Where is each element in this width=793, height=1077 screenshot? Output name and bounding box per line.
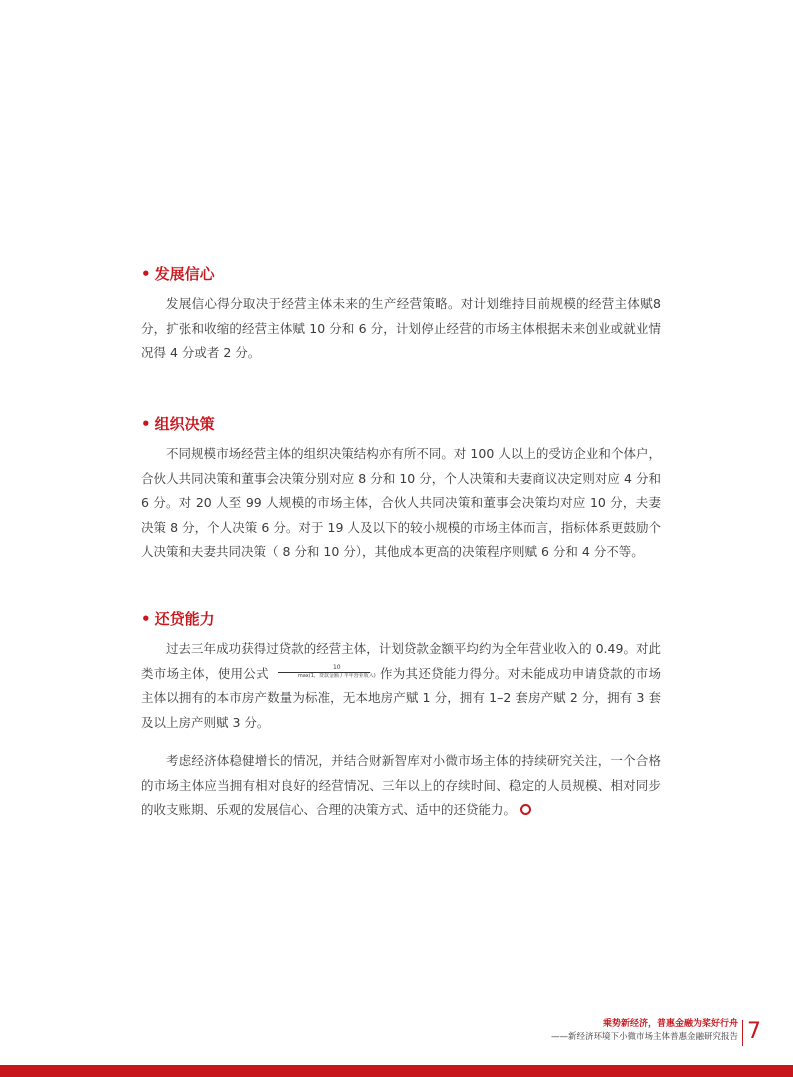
paragraph-text: 过去三年成功获得过贷款的经营主体，计划贷款金额平均约为全年营业收入的 0.49。对此类市场主体，使用公式 <box>141 641 661 681</box>
formula-denominator: max(1，贷款金额 / 半年营业收入) <box>297 673 376 679</box>
section-organization-decision <box>141 414 661 565</box>
footer <box>551 1018 738 1044</box>
footer-divider <box>742 1020 743 1046</box>
section-title: 还贷能力 <box>154 610 215 628</box>
paragraph-text: 作为其还贷能力得分。对未能成功申请贷款的市场主体以拥有的本市房产数量为标准，无本地房产赋 1 分，拥有 1–2 套房产赋 2 分，拥有 3 套及以上房产则赋 3 分。 <box>141 665 661 730</box>
formula <box>273 664 376 680</box>
bottom-accent-bar <box>0 1065 793 1077</box>
formula-numerator: 10 <box>332 664 341 671</box>
section-heading <box>141 609 661 629</box>
page-number: 7 <box>747 1019 761 1044</box>
bullet-icon: • <box>141 610 151 628</box>
paragraph <box>141 749 661 823</box>
section-development-confidence <box>141 264 661 366</box>
paragraph: 不同规模市场经营主体的组织决策结构亦有所不同。对 100 人以上的受访企业和个体户，合伙人共同决策和董事会决策分别对应 8 分和 10 分，个人决策和夫妻商议决定则对应 4 分和 6 分。对 20 人至 99 人规模的市场主体，合伙人共同决策和董事会决策均对应 10 分，夫妻决策 8 分，个人决策 6 分。对于 19 人及以下的较小规模的市场主体而言，指标体系更鼓励个人决策和夫妻共同决策（ 8 分和 10 分），其他成本更高的决策程序则赋 6 分和 4 分不等。 <box>141 446 661 559</box>
footer-title: 乘势新经济，普惠金融为桨好行舟 <box>602 1019 738 1029</box>
section-title: 发展信心 <box>154 265 215 283</box>
section-heading <box>141 414 661 434</box>
paragraph-text: 考虑经济体稳健增长的情况，并结合财新智库对小微市场主体的持续研究关注，一个合格的市场主体应当拥有相对良好的经营情况、三年以上的存续时间、稳定的人员规模、相对同步的收支账期、乐观的发展信心、合理的决策方式、适中的还贷能力。 <box>141 753 661 817</box>
paragraph: 发展信心得分取决于经营主体未来的生产经营策略。对计划维持目前规模的经营主体赋8 分，扩张和收缩的经营主体赋 10 分和 6 分，计划停止经营的市场主体根据未来创业或就业情况得 4 分或者 2 分。 <box>141 296 661 360</box>
section-title: 组织决策 <box>154 415 215 433</box>
end-circle-icon <box>520 804 531 815</box>
bullet-icon: • <box>141 415 151 433</box>
footer-subtitle: ——新经济环境下小微市场主体普惠金融研究报告 <box>550 1032 738 1042</box>
section-repayment-ability <box>141 609 661 823</box>
bullet-icon: • <box>141 265 151 283</box>
section-heading <box>141 264 661 284</box>
paragraph <box>141 637 661 735</box>
